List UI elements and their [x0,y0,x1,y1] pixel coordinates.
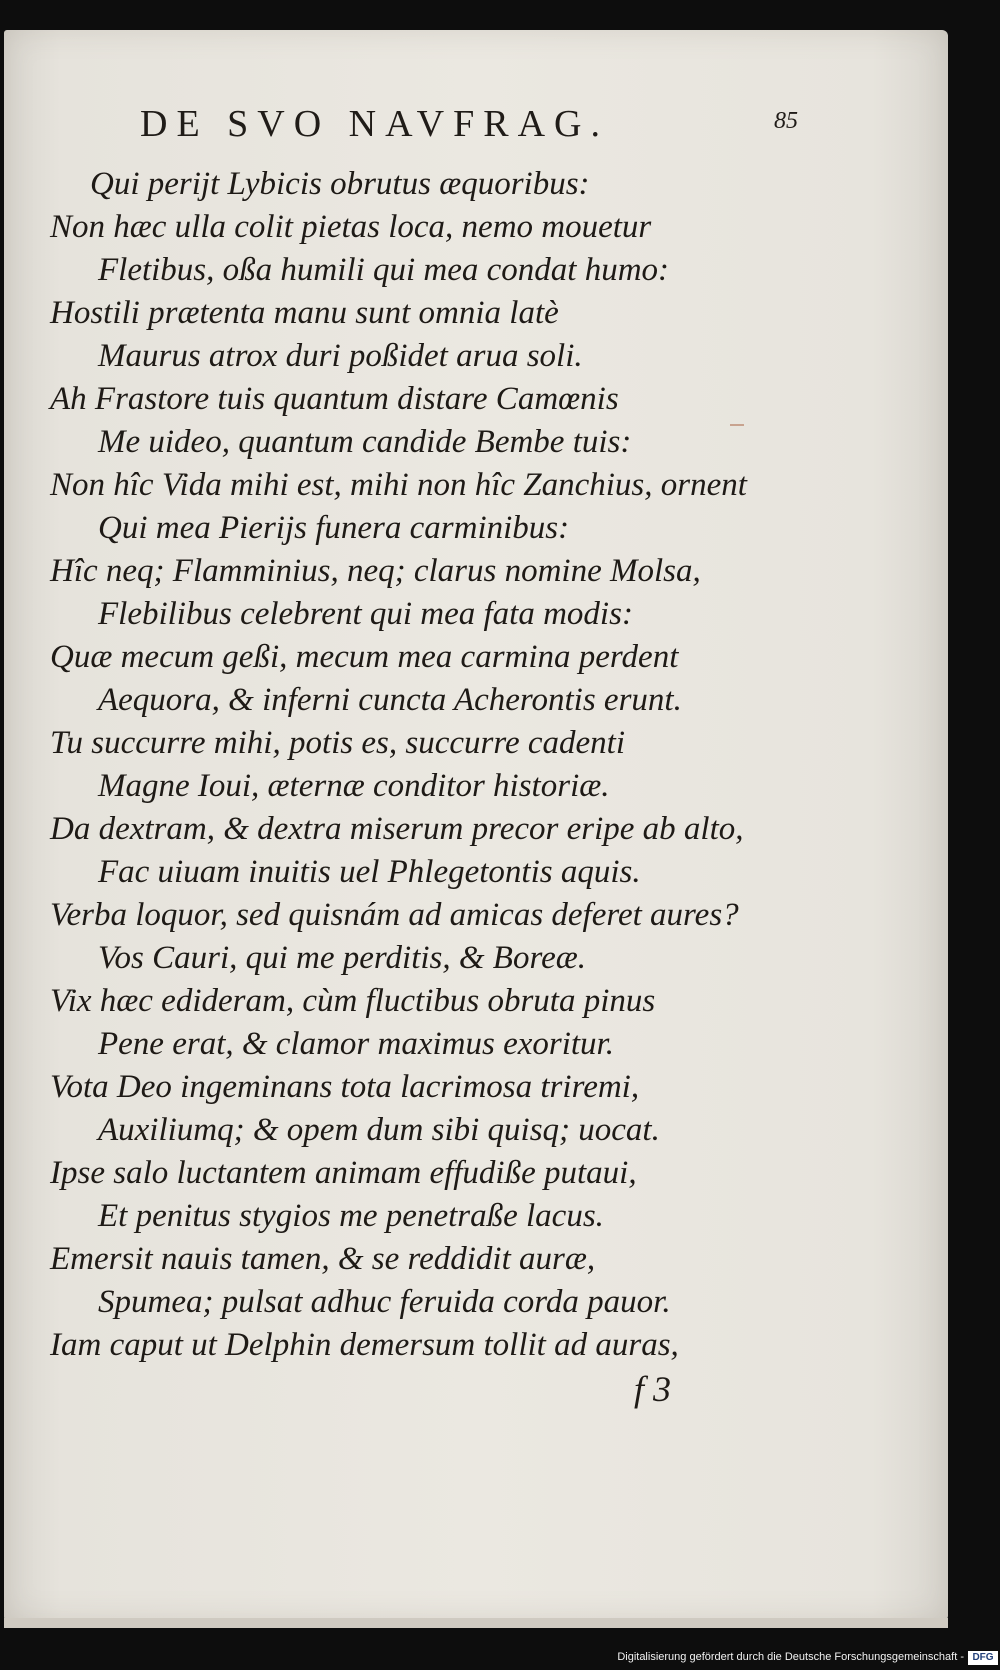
verse-line: Me uideo, quantum candide Bembe tuis: [98,424,632,460]
verse-line: Aequora, & inferni cuncta Acherontis erunt. [98,682,682,718]
verse-line: Hîc neq; Flamminius, neq; clarus nomine Molsa, [50,553,701,589]
verse-line: Non hîc Vida mihi est, mihi non hîc Zanchius, ornent [50,467,747,503]
verse-line: Fletibus, oßa humili qui mea condat humo: [98,252,670,288]
verse-line: Ah Frastore tuis quantum distare Camœnis [50,381,619,417]
verse-line: Tu succurre mihi, potis es, succurre cadenti [50,725,625,761]
verse-line: Fac uiuam inuitis uel Phlegetontis aquis. [98,854,641,890]
verse-line: Vos Cauri, qui me perditis, & Boreæ. [98,940,586,976]
verse-line: Magne Ioui, æternæ conditor historiæ. [98,768,610,804]
verse-line: Non hæc ulla colit pietas loca, nemo mouetur [50,209,652,245]
funding-credit: Digitalisierung gefördert durch die Deutsche Forschungsgemeinschaft - [617,1651,964,1663]
signature-mark: f 3 [634,1369,672,1409]
page-edge [4,1618,948,1628]
verse-line: Verba loquor, sed quisnám ad amicas deferet aures? [50,897,739,933]
verse-line: Flebilibus celebrent qui mea fata modis: [98,596,633,632]
verse-line: Pene erat, & clamor maximus exoritur. [98,1026,614,1062]
verse-line: Vota Deo ingeminans tota lacrimosa triremi, [50,1069,640,1105]
page-header [0,96,944,156]
verse-line: Iam caput ut Delphin demersum tollit ad auras, [50,1327,679,1363]
verse-line: Da dextram, & dextra miserum precor eripe ab alto, [50,811,744,847]
verse-line: Auxiliumq; & opem dum sibi quisq; uocat. [98,1112,660,1148]
dfg-logo-icon: DFG [968,1651,998,1665]
verse-line: Hostili prætenta manu sunt omnia latè [50,295,559,331]
verse-line: Qui mea Pierijs funera carminibus: [98,510,570,546]
digitization-footer [0,1648,1000,1670]
verse-line: Emersit nauis tamen, & se reddidit auræ, [50,1241,596,1277]
verse-line: Qui perijt Lybicis obrutus æquoribus: [90,166,590,202]
verse-line: Maurus atrox duri poßidet arua soli. [98,338,583,374]
page-number: 85 [774,108,798,134]
verse-line: Spumea; pulsat adhuc feruida corda pauor. [98,1284,671,1320]
verse-line: Et penitus stygios me penetraße lacus. [98,1198,604,1234]
verse-line: Quæ mecum geßi, mecum mea carmina perdent [50,639,679,675]
verse-line: Vix hæc edideram, cùm fluctibus obruta pinus [50,983,656,1019]
ink-spot [730,424,744,426]
running-head: DE SVO NAVFRAG. [140,103,609,145]
verse-line: Ipse salo luctantem animam effudiße putaui, [50,1155,637,1191]
